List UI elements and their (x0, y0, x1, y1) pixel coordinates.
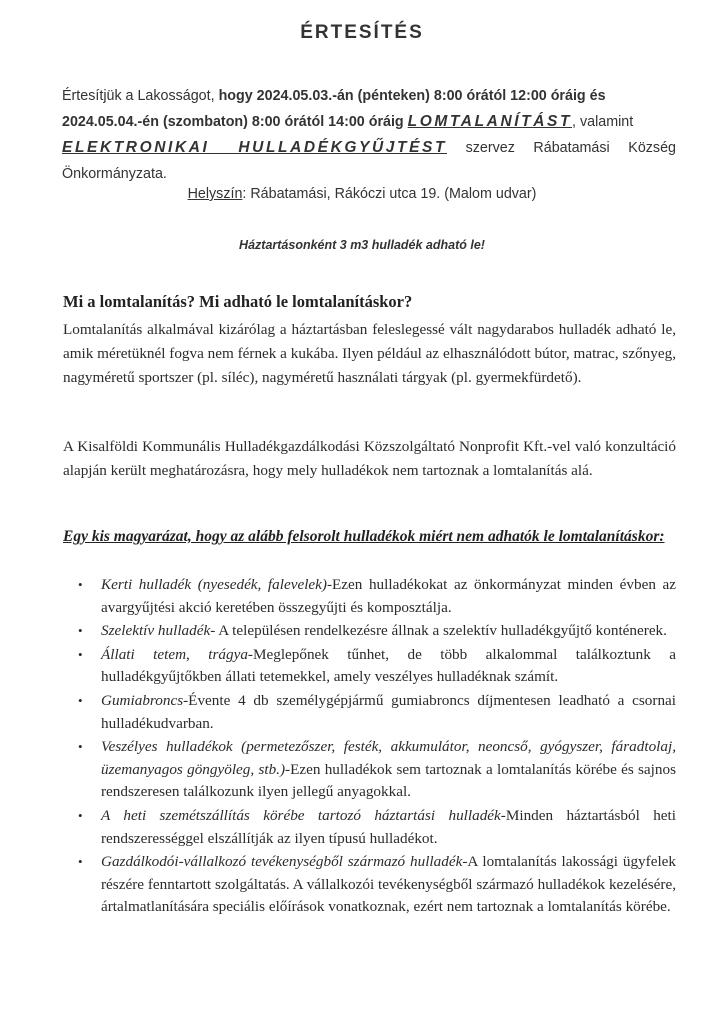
bullet-icon: • (78, 739, 83, 755)
volume-limit-notice: Háztartásonként 3 m3 hulladék adható le! (239, 238, 485, 252)
list-item-term: Gazdálkodói-vállalkozó tevékenységből származó hulladék (101, 853, 463, 871)
intro-line-3 (62, 135, 676, 161)
intro-date-1: hogy 2024.05.03.-án (pénteken) 8:00 órától 12:00 óráig és (218, 88, 606, 104)
intro-text: , valamint (572, 114, 634, 130)
list-item-text: -Ezen hulladékok sem tartoznak a lomtalanítás körébe és sajnos rendszeresen találkozunk ilyen jellegű anyagokkal. (101, 760, 676, 801)
intro-text: Község (628, 140, 676, 156)
list-item-text: - A településen rendelkezésre állnak a szelektív hulladékgyűjtő konténerek. (210, 622, 667, 640)
list-item (78, 620, 676, 643)
section-heading: Mi a lomtalanítás? Mi adható le lomtalanításkor? (63, 292, 413, 311)
list-item (78, 574, 676, 619)
bullet-icon: • (78, 807, 83, 823)
intro-paragraph (62, 83, 676, 187)
intro-text: szervez (465, 140, 515, 156)
location-value: : Rábatamási, Rákóczi utca 19. (Malom udvar) (242, 186, 537, 202)
list-item-text: -Évente 4 db személygépjármű gumiabroncs díjmentesen leadható a csornai hulladékudvarban. (101, 691, 676, 732)
list-item (78, 690, 676, 735)
excluded-waste-list (78, 574, 676, 920)
list-item-text: -Ezen hulladékokat az önkormányzat minden évben az avargyűjtési akció keretében összegyűjti és komposztálja. (101, 576, 676, 616)
list-item-text: -Meglepőnek tűnhet, de több alkalommal találkoztunk a hulladékgyűjtőkben állati tetemekkel, amely veszélyes hulladéknak számít. (101, 645, 676, 686)
list-item-term: Kerti hulladék (nyesedék, falevelek) (101, 576, 327, 593)
list-item-term: Veszélyes hulladékok (permetezőszer, festék, akkumulátor, neoncső, gyógyszer, fáradtolaj, üzemanyagos göngyöleg, stb.) (101, 738, 676, 778)
list-item (78, 851, 676, 919)
bullet-icon: • (78, 854, 83, 870)
list-item-text: -Minden háztartásból heti rendszerességgel elszállítják az ilyen típusú hulladékot. (101, 806, 676, 847)
intro-line-4: Önkormányzata. (62, 166, 167, 182)
bullet-icon: • (78, 623, 83, 639)
explanation-heading: Egy kis magyarázat, hogy az alább felsorolt hulladékok miért nem adhatók le lomtalanításkor: (63, 528, 665, 545)
location-label: Helyszín (187, 186, 243, 202)
intro-date-2: 2024.05.04.-én (szombaton) 8:00 órától 14:00 óráig (62, 114, 408, 130)
bullet-icon: • (78, 646, 83, 662)
list-item-term: Gumiabroncs (101, 691, 184, 709)
list-item (78, 805, 676, 850)
intro-line-1 (62, 83, 676, 109)
bullet-icon: • (78, 692, 83, 708)
emphasis-electronic-waste: ELEKTRONIKAI HULLADÉKGYŰJTÉST (62, 139, 448, 156)
paragraph: A Kisalföldi Kommunális Hulladékgazdálkodási Közszolgáltató Nonprofit Kft.-vel való konzultáció alapján került meghatározásra, hogy mely hulladékok nem tartoznak a lomtalanítás alá. (63, 438, 676, 479)
intro-text: Rábatamási (533, 140, 610, 156)
emphasis-lomtalanitas: LOMTALANÍTÁST (407, 113, 573, 130)
list-item-text: -A lomtalanítás lakossági ügyfelek részére fenntartott szolgáltatás. A vállalkozói tevékenységből származó hulladékok kezelésére, ártalmatlanítására speciális előírások vonatkoznak, ezért nem tartoznak a lomtalanítás körébe. (101, 853, 676, 916)
location-line (0, 186, 724, 202)
list-item (78, 736, 676, 804)
list-item (78, 644, 676, 689)
paragraph: Lomtalanítás alkalmával kizárólag a háztartásban feleslegessé vált nagydarabos hulladék adható le, amik méretüknél fogva nem férnek a kukába. Ilyen például az elhasználódott bútor, matrac, szőnyeg, nagyméretű sportszer (pl. síléc), nagyméretű használati tárgyak (pl. gyermekfürdető). (63, 321, 676, 386)
intro-line-2 (62, 109, 676, 135)
list-item-term: Szelektív hulladék (101, 622, 211, 640)
bullet-icon: • (78, 577, 83, 592)
intro-text: Értesítjük a Lakosságot, (62, 88, 219, 104)
list-item-term: Állati tetem, trágya (101, 645, 248, 663)
list-item-term: A heti szemétszállítás körébe tartozó háztartási hulladék (101, 806, 501, 824)
document-title: ÉRTESÍTÉS (300, 22, 424, 43)
